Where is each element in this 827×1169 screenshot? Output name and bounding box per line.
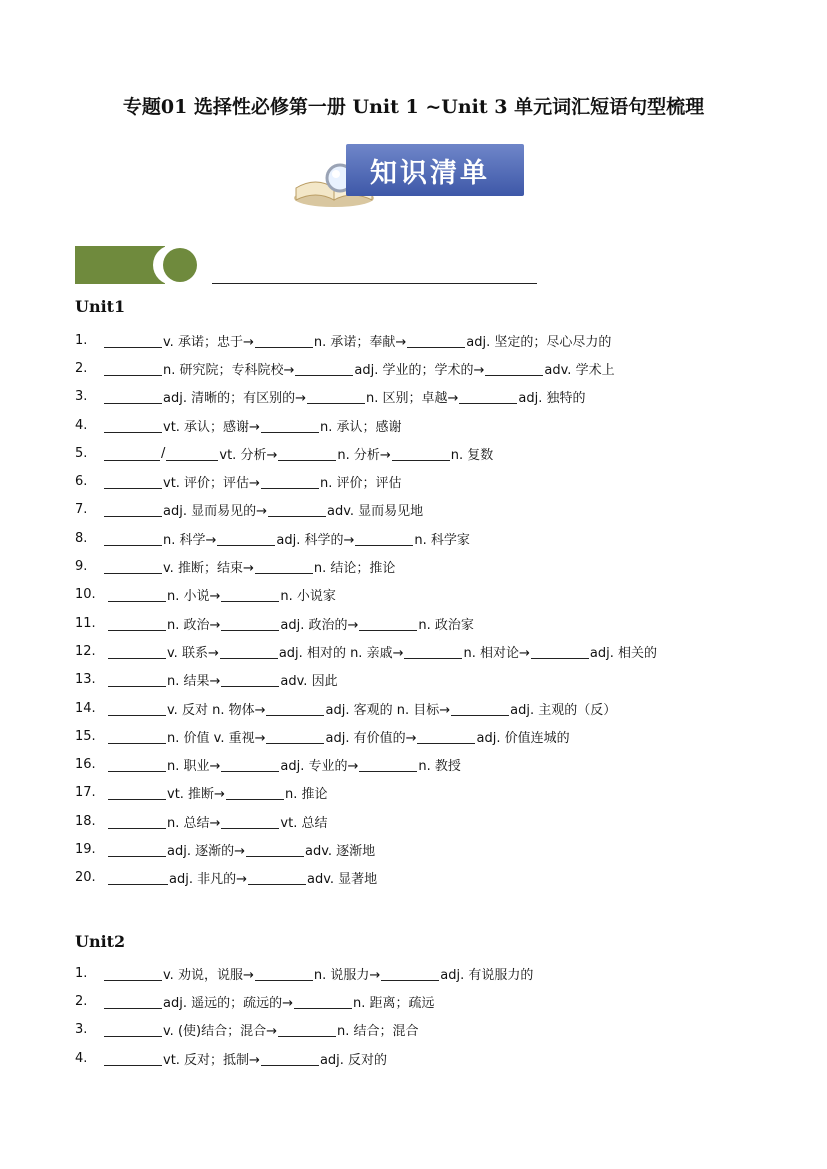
answer-blank[interactable] (221, 672, 279, 687)
unit2-heading: Unit2 (75, 932, 126, 951)
answer-blank[interactable] (278, 446, 336, 461)
answer-blank[interactable] (104, 966, 162, 981)
item-number: 5. (75, 445, 88, 461)
list-item (75, 864, 775, 892)
item-number: 20. (75, 870, 96, 886)
item-text: adj. 坚定的；尽心尽力的 (466, 334, 612, 350)
item-text: n. 距离；疏远 (353, 995, 435, 1011)
list-item (75, 609, 775, 637)
item-text: n. 结论；推论 (313, 561, 396, 577)
item-number: 2. (75, 360, 88, 376)
answer-blank[interactable] (307, 389, 365, 404)
section-decoration-bar (75, 246, 165, 284)
item-text: adj. 反对的 (319, 1052, 388, 1068)
list-item (75, 779, 775, 807)
answer-blank[interactable] (104, 559, 162, 574)
answer-blank[interactable] (261, 418, 319, 433)
item-number: 10. (75, 587, 96, 603)
item-text: n. 相对论→ (463, 645, 530, 661)
answer-blank[interactable] (108, 644, 166, 659)
item-number: 17. (75, 785, 96, 801)
item-number: 13. (75, 672, 96, 688)
list-item (75, 354, 775, 382)
answer-blank[interactable] (381, 966, 439, 981)
answer-blank[interactable] (404, 644, 462, 659)
answer-blank[interactable] (104, 446, 160, 461)
item-text: n. 科学家 (414, 532, 470, 548)
answer-blank[interactable] (108, 814, 166, 829)
item-number: 6. (75, 474, 88, 490)
answer-blank[interactable] (108, 672, 166, 687)
item-text: n. 结果→ (167, 674, 221, 690)
list-item (75, 722, 775, 750)
answer-blank[interactable] (108, 587, 166, 602)
answer-blank[interactable] (217, 531, 275, 546)
item-number: 3. (75, 1022, 88, 1038)
item-text: adj. 非凡的→ (169, 872, 247, 888)
answer-blank[interactable] (359, 616, 417, 631)
answer-blank[interactable] (359, 757, 417, 772)
item-number: 7. (75, 502, 88, 518)
item-text: n. 区别；卓越→ (366, 391, 459, 407)
item-text: n. 研究院；专科院校→ (163, 362, 295, 378)
item-text: adv. 逐渐地 (305, 843, 376, 859)
list-item (75, 467, 775, 495)
item-text: n. 科学→ (163, 532, 217, 548)
list-item (75, 694, 775, 722)
item-text: adj. 独特的 (518, 391, 586, 407)
answer-blank[interactable] (220, 644, 278, 659)
item-text: n. 承诺；奉献→ (313, 334, 407, 350)
item-text: n. 总结→ (167, 815, 221, 831)
answer-blank[interactable] (268, 502, 326, 517)
item-text: n. 政治家 (418, 617, 474, 633)
answer-blank[interactable] (451, 701, 509, 716)
answer-blank[interactable] (166, 446, 218, 461)
list-item (75, 326, 775, 354)
answer-blank[interactable] (459, 389, 517, 404)
item-number: 2. (75, 993, 88, 1009)
list-item (75, 1044, 775, 1072)
list-item (75, 439, 775, 467)
list-item (75, 666, 775, 694)
answer-blank[interactable] (255, 333, 313, 348)
answer-blank[interactable] (104, 418, 162, 433)
answer-blank[interactable] (248, 870, 306, 885)
answer-blank[interactable] (226, 785, 284, 800)
answer-blank[interactable] (104, 1051, 162, 1066)
item-text: n. 教授 (418, 759, 461, 775)
item-text: n. 推论 (284, 787, 328, 803)
answer-blank[interactable] (255, 559, 313, 574)
answer-blank[interactable] (221, 814, 279, 829)
document-title: 专题01 选择性必修第一册 Unit 1 ~Unit 3 单元词汇短语句型梳理 (122, 96, 705, 118)
answer-blank[interactable] (531, 644, 589, 659)
item-number: 12. (75, 643, 96, 659)
list-item (75, 987, 775, 1015)
list-item (75, 750, 775, 778)
item-text: adj. 清晰的；有区别的→ (163, 391, 306, 407)
list-item (75, 496, 775, 524)
answer-blank[interactable] (108, 785, 166, 800)
answer-blank[interactable] (104, 389, 162, 404)
item-number: 11. (75, 615, 96, 631)
item-text: vt. 承认；感谢→ (163, 419, 260, 435)
item-text: adj. 有价值的→ (325, 730, 417, 746)
list-item (75, 637, 775, 665)
item-text: n. 价值 v. 重视→ (167, 730, 266, 746)
answer-blank[interactable] (108, 870, 168, 885)
unit2-word-list (75, 959, 775, 1072)
answer-blank[interactable] (108, 701, 166, 716)
answer-blank[interactable] (221, 757, 279, 772)
item-text: adv. 显而易见地 (327, 504, 424, 520)
item-text: v. 反对 n. 物体→ (167, 702, 266, 718)
item-text: n. 小说→ (167, 589, 221, 605)
list-item (75, 835, 775, 863)
item-text: n. 评价；评估 (319, 476, 402, 492)
item-text: n. 承认；感谢 (319, 419, 402, 435)
item-number: 1. (75, 965, 88, 981)
answer-blank[interactable] (261, 1051, 319, 1066)
item-text: adj. 科学的→ (276, 532, 355, 548)
answer-blank[interactable] (261, 474, 319, 489)
answer-blank[interactable] (104, 333, 162, 348)
item-text: n. 职业→ (167, 759, 221, 775)
item-number: 14. (75, 700, 96, 716)
item-text: n. 政治→ (167, 617, 221, 633)
list-item (75, 411, 775, 439)
list-item (75, 524, 775, 552)
item-number: 19. (75, 841, 96, 857)
answer-blank[interactable] (104, 361, 162, 376)
answer-blank[interactable] (417, 729, 475, 744)
item-number: 18. (75, 813, 96, 829)
answer-blank[interactable] (255, 966, 313, 981)
answer-blank[interactable] (108, 842, 166, 857)
item-text: v. 承诺；忠于→ (163, 334, 254, 350)
answer-blank[interactable] (108, 729, 166, 744)
item-text: vt. 总结 (280, 815, 328, 831)
item-text: adj. 有说服力的 (440, 967, 534, 983)
item-text: adv. 显著地 (307, 872, 378, 888)
answer-blank[interactable] (485, 361, 543, 376)
list-item (75, 383, 775, 411)
item-text: v. 推断；结束→ (163, 561, 254, 577)
item-number: 8. (75, 530, 88, 546)
answer-blank[interactable] (278, 1022, 336, 1037)
list-item (75, 581, 775, 609)
item-text: adj. 学业的；学术的→ (354, 362, 485, 378)
answer-blank[interactable] (295, 361, 353, 376)
answer-blank[interactable] (221, 616, 279, 631)
list-item (75, 552, 775, 580)
item-text: v. 联系→ (167, 645, 219, 661)
item-text: adj. 价值连城的 (476, 730, 570, 746)
item-text: n. 小说家 (280, 589, 336, 605)
item-text: adv. 因此 (280, 674, 338, 690)
answer-blank[interactable] (104, 531, 162, 546)
item-text: adj. 遥远的；疏远的→ (163, 995, 293, 1011)
section-heading-line (212, 283, 537, 284)
item-text: adj. 客观的 n. 目标→ (325, 702, 451, 718)
item-number: 15. (75, 728, 96, 744)
item-text: v. (使)结合；混合→ (163, 1024, 277, 1040)
answer-blank[interactable] (104, 474, 162, 489)
item-text: adj. 相关的 (589, 645, 657, 661)
item-number: 3. (75, 389, 88, 405)
item-text: vt. 评价；评估→ (163, 476, 260, 492)
item-text: vt. 推断→ (167, 787, 225, 803)
answer-blank[interactable] (108, 616, 166, 631)
item-text: adj. 专业的→ (280, 759, 359, 775)
unit1-heading: Unit1 (75, 297, 126, 316)
item-text: n. 结合；混合 (337, 1024, 419, 1040)
list-item (75, 1016, 775, 1044)
item-text: adj. 显而易见的→ (163, 504, 267, 520)
item-number: 4. (75, 417, 88, 433)
item-text: adj. 主观的（反） (510, 702, 617, 718)
item-text: adj. 相对的 n. 亲戚→ (278, 645, 404, 661)
answer-blank[interactable] (266, 729, 324, 744)
item-text: adv. 学术上 (544, 362, 615, 378)
item-text: n. 复数 (450, 447, 494, 463)
section-decoration-circle (163, 248, 197, 282)
answer-blank[interactable] (266, 701, 324, 716)
item-text: vt. 分析→ (219, 447, 278, 463)
answer-blank[interactable] (355, 531, 413, 546)
answer-blank[interactable] (104, 502, 162, 517)
item-separator: / (161, 445, 166, 461)
item-text: adj. 政治的→ (280, 617, 359, 633)
answer-blank[interactable] (221, 587, 279, 602)
list-item (75, 959, 775, 987)
item-number: 4. (75, 1050, 88, 1066)
item-text: n. 分析→ (337, 447, 391, 463)
item-text: vt. 反对；抵制→ (163, 1052, 260, 1068)
list-item (75, 807, 775, 835)
item-number: 16. (75, 757, 96, 773)
item-number: 1. (75, 332, 88, 348)
answer-blank[interactable] (246, 842, 304, 857)
answer-blank[interactable] (294, 994, 352, 1009)
item-number: 9. (75, 559, 88, 575)
banner-label: 知识清单 (346, 144, 524, 196)
answer-blank[interactable] (104, 994, 162, 1009)
item-text: v. 劝说，说服→ (163, 967, 254, 983)
answer-blank[interactable] (104, 1022, 162, 1037)
answer-blank[interactable] (392, 446, 450, 461)
knowledge-list-banner (290, 140, 530, 210)
answer-blank[interactable] (108, 757, 166, 772)
answer-blank[interactable] (407, 333, 465, 348)
unit1-word-list (75, 326, 775, 892)
item-text: n. 说服力→ (313, 967, 381, 983)
item-text: adj. 逐渐的→ (167, 843, 245, 859)
